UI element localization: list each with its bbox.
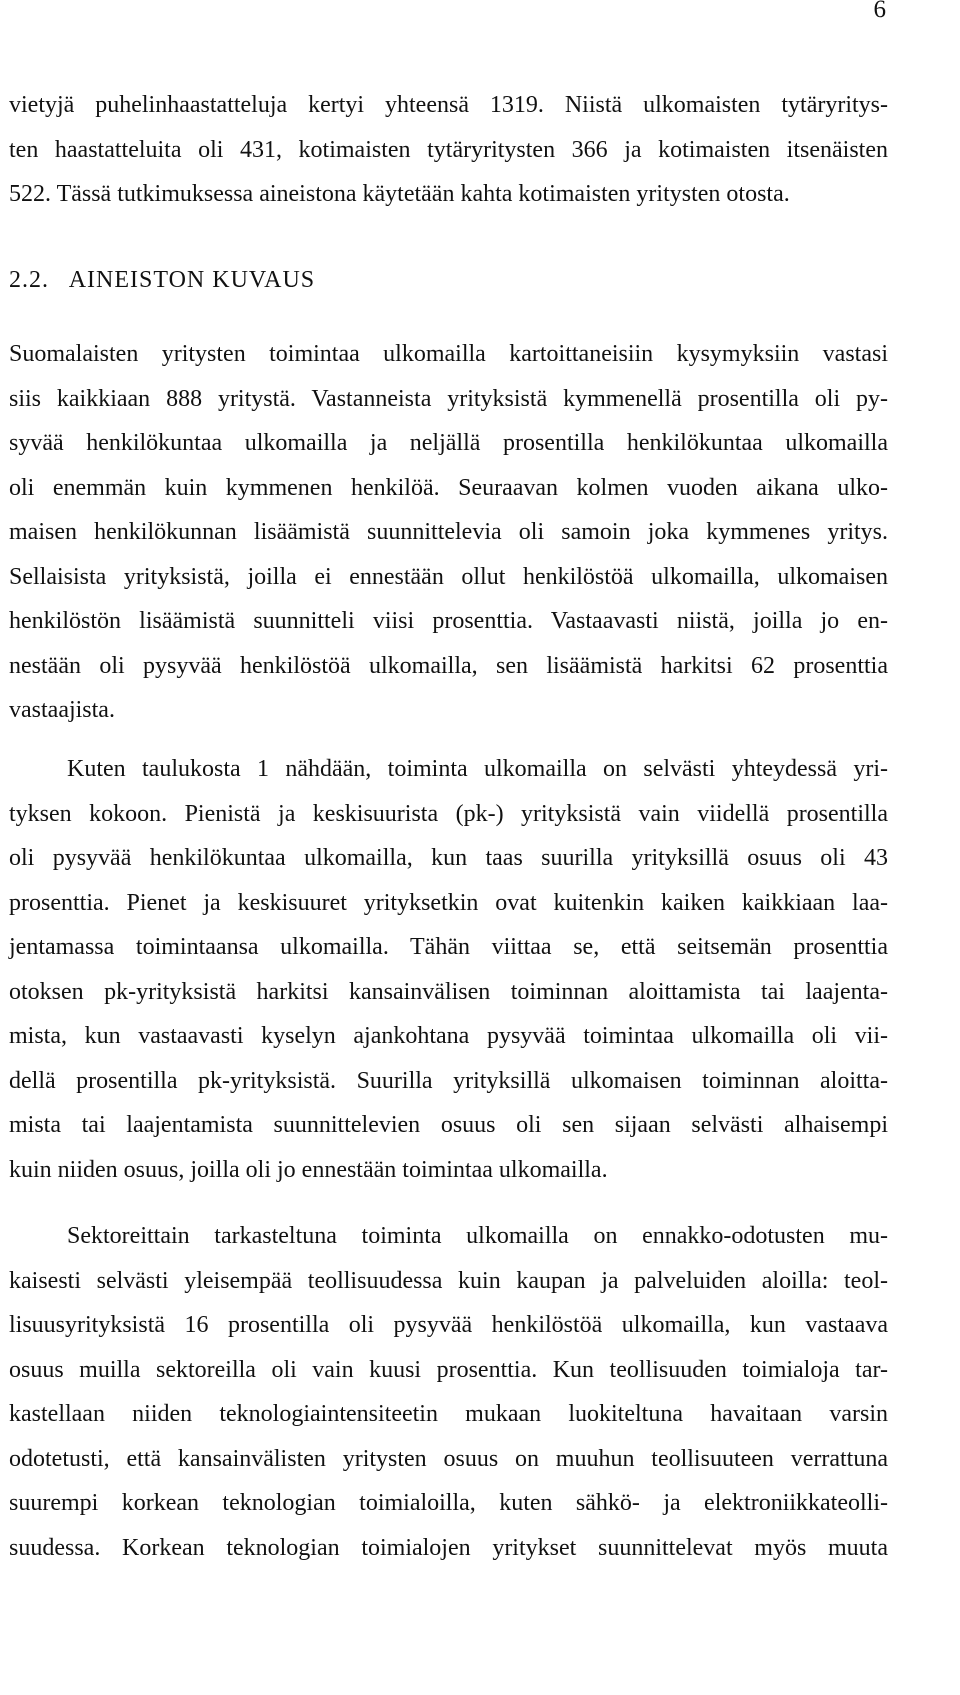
text-line: kastellaan niiden teknologiaintensiteetin mukaan luokiteltuna havaitaan varsin bbox=[9, 1401, 888, 1427]
paragraph-4 bbox=[9, 1214, 888, 1570]
text-line: prosenttia. Pienet ja keskisuuret yrityksetkin ovat kuitenkin kaiken kaikkiaan laa- bbox=[9, 889, 888, 916]
text-line: kuin niiden osuus, joilla oli jo ennestään toimintaa ulkomailla. bbox=[9, 1156, 608, 1183]
text-line: vastaajista. bbox=[9, 697, 115, 723]
text-line: tyksen kokoon. Pienistä ja keskisuurista (pk-) yrityksistä vain viidellä prosentilla bbox=[9, 800, 888, 827]
text-line: oli pysyvää henkilökuntaa ulkomailla, kun taas suurilla yrityksillä osuus oli 43 bbox=[9, 845, 888, 871]
text-line: mista, kun vastaavasti kyselyn ajankohtana pysyvää toimintaa ulkomailla oli vii- bbox=[9, 1023, 888, 1049]
text-line: kaisesti selvästi yleisempää teollisuudessa kuin kaupan ja palveluiden aloilla: teol- bbox=[9, 1267, 888, 1294]
text-line: vietyjä puhelinhaastatteluja kertyi yhteensä 1319. Niistä ulkomaisten tytäryritys- bbox=[9, 92, 888, 118]
text-line: Sellaisista yrityksistä, joilla ei ennestään ollut henkilöstöä ulkomailla, ulkomaisen bbox=[9, 563, 888, 590]
text-line: jentamassa toimintaansa ulkomailla. Tähän viittaa se, että seitsemän prosenttia bbox=[9, 934, 888, 960]
text-line: suurempi korkean teknologian toimialoilla, kuten sähkö- ja elektroniikkateolli- bbox=[9, 1490, 888, 1516]
section-heading bbox=[9, 258, 315, 302]
text-line: siis kaikkiaan 888 yritystä. Vastanneista yrityksistä kymmenellä prosentilla oli py- bbox=[9, 385, 888, 412]
text-line: oli enemmän kuin kymmenen henkilöä. Seuraavan kolmen vuoden aikana ulko- bbox=[9, 474, 888, 501]
paragraph-2 bbox=[9, 332, 888, 733]
text-line: lisuusyrityksistä 16 prosentilla oli pysyvää henkilöstöä ulkomailla, kun vastaava bbox=[9, 1312, 888, 1338]
text-line: mista tai laajentamista suunnittelevien osuus oli sen sijaan selvästi alhaisempi bbox=[9, 1112, 888, 1138]
text-line: nestään oli pysyvää henkilöstöä ulkomailla, sen lisäämistä harkitsi 62 prosenttia bbox=[9, 652, 888, 679]
text-line: Suomalaisten yritysten toimintaa ulkomailla kartoittaneisiin kysymyksiin vastasi bbox=[9, 341, 888, 367]
text-line: maisen henkilökunnan lisäämistä suunnittelevia oli samoin joka kymmenes yritys. bbox=[9, 519, 888, 545]
text-line: dellä prosentilla pk-yrityksistä. Suurilla yrityksillä ulkomaisen toiminnan aloitta- bbox=[9, 1067, 888, 1094]
text-line: Sektoreittain tarkasteltuna toiminta ulkomailla on ennakko-odotusten mu- bbox=[67, 1223, 888, 1249]
text-line: syvää henkilökuntaa ulkomailla ja neljällä prosentilla henkilökuntaa ulkomailla bbox=[9, 430, 888, 456]
text-line: Kuten taulukosta 1 nähdään, toiminta ulkomailla on selvästi yhteydessä yri- bbox=[67, 756, 888, 782]
section-number: 2.2. bbox=[9, 267, 49, 293]
text-line: henkilöstön lisäämistä suunnitteli viisi prosenttia. Vastaavasti niistä, joilla jo en- bbox=[9, 608, 888, 634]
text-line: ten haastatteluita oli 431, kotimaisten tytäryritysten 366 ja kotimaisten itsenäisten bbox=[9, 136, 888, 163]
text-line: osuus muilla sektoreilla oli vain kuusi prosenttia. Kun teollisuuden toimialoja tar- bbox=[9, 1356, 888, 1383]
section-title: AINEISTON KUVAUS bbox=[68, 267, 316, 293]
paragraph-3 bbox=[9, 747, 888, 1192]
text-line: suudessa. Korkean teknologian toimialojen yritykset suunnittelevat myös muuta bbox=[9, 1534, 888, 1561]
text-line: odotetusti, että kansainvälisten yritysten osuus on muuhun teollisuuteen verrattuna bbox=[9, 1445, 888, 1472]
text-line: 522. Tässä tutkimuksessa aineistona käytetään kahta kotimaisten yritysten otosta. bbox=[9, 181, 790, 207]
paragraph-1 bbox=[9, 83, 888, 217]
text-line: otoksen pk-yrityksistä harkitsi kansainvälisen toiminnan aloittamista tai laajenta- bbox=[9, 978, 888, 1005]
page-number: 6 bbox=[873, 0, 886, 23]
